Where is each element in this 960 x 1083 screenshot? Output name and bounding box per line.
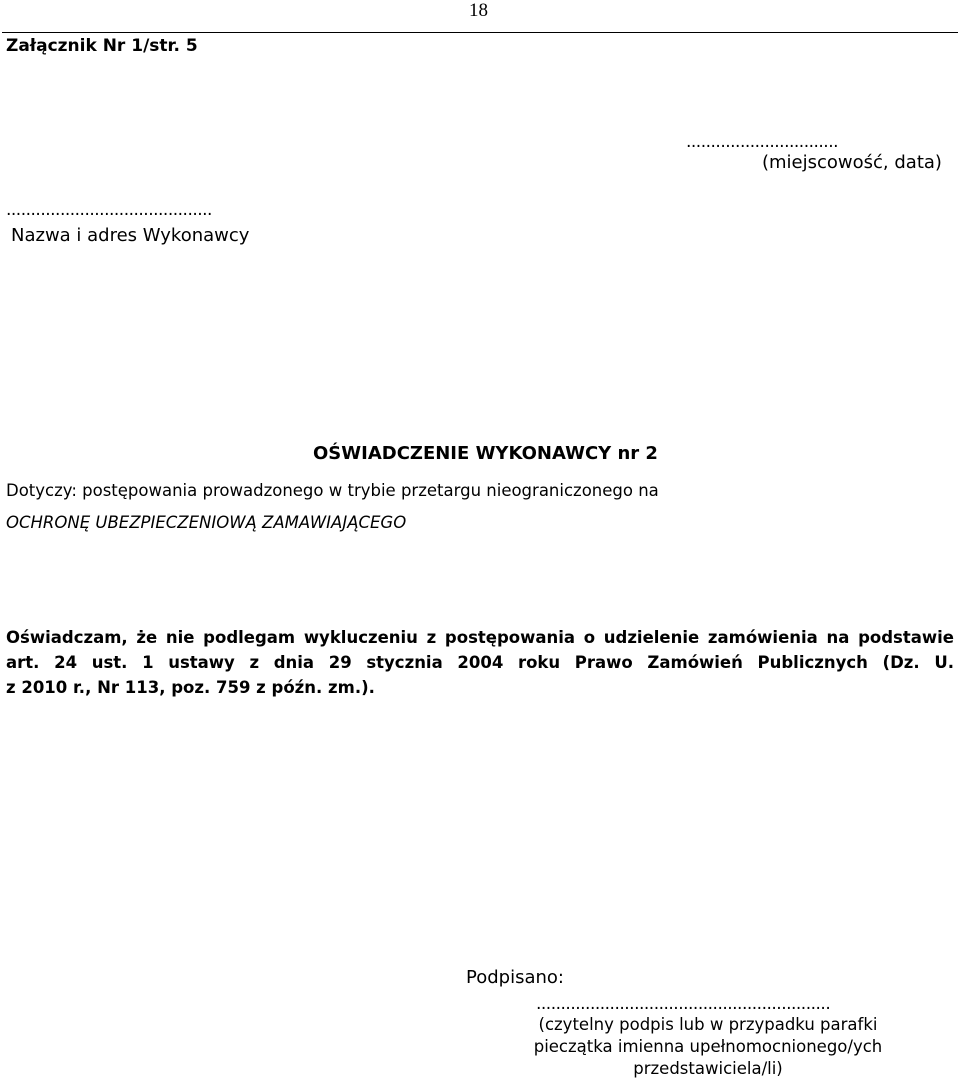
contractor-dots: .......................................... — [6, 200, 212, 220]
body-line: art. 24 ust. 1 ustawy z dnia 29 stycznia 2004 roku Prawo Zamówień Publicznych (Dz. U. — [6, 653, 954, 672]
place-date-label: (miejscowość, data) — [762, 152, 942, 173]
contractor-label: Nazwa i adres Wykonawcy — [11, 225, 250, 246]
statement-title: OŚWIADCZENIE WYKONAWCY nr 2 — [313, 443, 658, 464]
place-date-dots: ............................... — [686, 132, 839, 152]
header-rule — [2, 32, 958, 33]
subject-line: Dotyczy: postępowania prowadzonego w trybie przetargu nieograniczonego na — [6, 481, 659, 500]
signed-label: Podpisano: — [466, 967, 564, 988]
signature-dots: ............................................................ — [536, 994, 831, 1014]
body-line: z 2010 r., Nr 113, poz. 759 z późn. zm.). — [6, 678, 375, 697]
signature-caption-line: pieczątka imienna upełnomocnionego/ych — [533, 1037, 883, 1056]
body-line: Oświadczam, że nie podlegam wykluczeniu z postępowania o udzielenie zamówienia na podstawie — [6, 628, 954, 647]
signature-caption — [528, 1014, 888, 1080]
page-number: 18 — [469, 0, 488, 21]
annex-label: Załącznik Nr 1/str. 5 — [6, 36, 198, 56]
statement-body — [6, 625, 954, 700]
signature-caption-line: (czytelny podpis lub w przypadku parafki — [538, 1015, 878, 1034]
subject-name: OCHRONĘ UBEZPIECZENIOWĄ ZAMAWIAJĄCEGO — [6, 513, 407, 532]
signature-caption-line: przedstawiciela/li) — [633, 1059, 783, 1078]
